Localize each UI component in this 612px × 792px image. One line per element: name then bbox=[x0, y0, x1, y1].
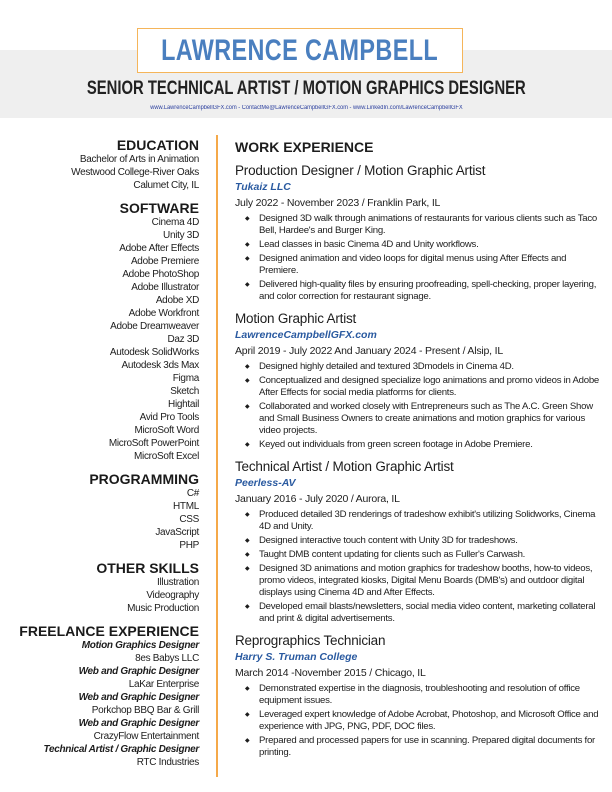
left-column bbox=[4, 137, 199, 769]
job-bullet: ◆ Designed highly detailed and textured 3Dmodels in Cinema 4D. bbox=[245, 361, 600, 373]
job-bullet: ◆ Produced detailed 3D renderings of tradeshow exhibit's utilizing Solidworks, Cinema 4D and Unity. bbox=[245, 509, 600, 533]
education-item: Calumet City, IL bbox=[133, 180, 199, 191]
job-bullet: ◆ Delivered high-quality files by ensuring proofreading, spell-checking, proper layering, and color correction for restaurant signage. bbox=[245, 279, 600, 303]
job-entry bbox=[235, 163, 600, 303]
job-bullet: ◆ Lead classes in basic Cinema 4D and Unity workflows. bbox=[245, 239, 600, 251]
name-box bbox=[137, 28, 463, 73]
software-item: Adobe Workfront bbox=[128, 308, 199, 319]
programming-item: C# bbox=[186, 488, 199, 499]
education-list bbox=[4, 153, 199, 192]
software-item: Adobe XD bbox=[155, 295, 199, 306]
other-skills-list bbox=[4, 576, 199, 615]
job-bullet: ◆ Keyed out individuals from green screen footage in Adobe Premiere. bbox=[245, 439, 600, 451]
company-name: Peerless-AV bbox=[235, 477, 296, 489]
software-item: Adobe PhotoShop bbox=[122, 269, 199, 280]
education-item: Bachelor of Arts in Animation bbox=[79, 154, 199, 165]
freelance-heading: FREELANCE EXPERIENCE bbox=[19, 623, 199, 639]
job-bullet: ◆ Prepared and processed papers for use in scanning. Prepared digital documents for printing. bbox=[245, 735, 600, 759]
software-item: Adobe Illustrator bbox=[131, 282, 199, 293]
freelance-company: CrazyFlow Entertainment bbox=[93, 731, 199, 742]
job-bullet: ◆ Leveraged expert knowledge of Adobe Acrobat, Photoshop, and Microsoft Office and experience with JPG, PNG, PDF, DOC files. bbox=[245, 709, 600, 733]
software-item: Hightail bbox=[168, 399, 199, 410]
programming-heading: PROGRAMMING bbox=[89, 471, 199, 487]
freelance-role: Web and Graphic Designer bbox=[78, 718, 199, 729]
software-item: Autodesk 3ds Max bbox=[121, 360, 199, 371]
job-bullet: ◆ Designed 3D animations and motion graphics for tradeshow booths, how-to videos, promo videos, integrated kiosks, Digital Menu Boards (DMB's) and outdoor digital displays using Cinema 4D and After Effects. bbox=[245, 563, 600, 599]
software-section bbox=[4, 200, 199, 463]
freelance-company: LaKar Enterprise bbox=[128, 679, 199, 690]
job-title: Motion Graphic Artist bbox=[235, 311, 357, 326]
freelance-role: Web and Graphic Designer bbox=[78, 692, 199, 703]
freelance-section bbox=[4, 623, 199, 769]
job-bullets bbox=[245, 683, 600, 759]
freelance-company: 8es Babys LLC bbox=[135, 653, 199, 664]
programming-item: PHP bbox=[179, 540, 199, 551]
work-experience-section bbox=[235, 139, 600, 759]
job-bullet: ◆ Demonstrated expertise in the diagnosis, troubleshooting and resolution of office equipment issues. bbox=[245, 683, 600, 707]
job-list bbox=[235, 163, 600, 759]
job-bullet: ◆ Collaborated and worked closely with Entrepreneurs such as The A.C. Green Show and Small Business Owners to create animations and motion graphics for various video projects. bbox=[245, 401, 600, 437]
job-dates-location: March 2014 -November 2015 / Chicago, IL bbox=[235, 667, 426, 679]
software-item: Adobe Premiere bbox=[130, 256, 199, 267]
programming-item: HTML bbox=[172, 501, 199, 512]
other-skills-heading: OTHER SKILLS bbox=[96, 560, 199, 576]
job-bullet: ◆ Conceptualized and designed specialize logo animations and promo videos in Adobe After Effects for social media platforms for clients. bbox=[245, 375, 600, 399]
freelance-company: RTC Industries bbox=[136, 757, 199, 768]
job-entry bbox=[235, 311, 600, 451]
job-entry bbox=[235, 633, 600, 759]
job-bullets bbox=[245, 213, 600, 303]
software-item: Figma bbox=[172, 373, 199, 384]
company-name: Tukaiz LLC bbox=[235, 181, 291, 193]
other-skills-item: Illustration bbox=[157, 577, 199, 588]
job-title: Technical Artist / Motion Graphic Artist bbox=[235, 459, 454, 474]
software-item: Daz 3D bbox=[167, 334, 199, 345]
professional-title-text: SENIOR TECHNICAL ARTIST / MOTION GRAPHICS DESIGNER bbox=[86, 78, 526, 99]
other-skills-item: Videography bbox=[146, 590, 199, 601]
other-skills-section bbox=[4, 560, 199, 615]
column-divider bbox=[216, 135, 218, 777]
company-name: LawrenceCampbellGFX.com bbox=[235, 329, 377, 341]
software-item: MicroSoft Word bbox=[134, 425, 199, 436]
contact-links-text[interactable]: www.LawrenceCampbellGFX.com - ContactMe@LawrenceCampbellGFX.com - www.LinkedIn.com/LawrenceCampbellGFX bbox=[149, 105, 463, 111]
software-item: MicroSoft Excel bbox=[134, 451, 199, 462]
freelance-role: Motion Graphics Designer bbox=[81, 640, 199, 651]
professional-title bbox=[0, 78, 612, 100]
freelance-role: Web and Graphic Designer bbox=[78, 666, 199, 677]
other-skills-item: Music Production bbox=[127, 603, 199, 614]
education-item: Westwood College-River Oaks bbox=[71, 167, 199, 178]
job-dates-location: January 2016 - July 2020 / Aurora, IL bbox=[235, 493, 400, 505]
contact-links[interactable] bbox=[0, 104, 612, 112]
freelance-role: Technical Artist / Graphic Designer bbox=[43, 744, 199, 755]
programming-item: JavaScript bbox=[155, 527, 199, 538]
software-item: Cinema 4D bbox=[151, 217, 199, 228]
software-heading: SOFTWARE bbox=[119, 200, 199, 216]
software-item: Adobe After Effects bbox=[119, 243, 199, 254]
software-list bbox=[4, 216, 199, 463]
job-dates-location: April 2019 - July 2022 And January 2024 - Present / Alsip, IL bbox=[235, 345, 503, 357]
software-item: Unity 3D bbox=[163, 230, 199, 241]
job-bullet: ◆ Developed email blasts/newsletters, social media video content, marketing collateral and print & digital advertisements. bbox=[245, 601, 600, 625]
job-bullets bbox=[245, 509, 600, 625]
job-bullet: ◆ Designed 3D walk through animations of restaurants for various clients such as Taco Bell, Hardee's and Burger King. bbox=[245, 213, 600, 237]
education-heading: EDUCATION bbox=[116, 137, 199, 153]
freelance-company: Porkchop BBQ Bar & Grill bbox=[91, 705, 199, 716]
software-item: Adobe Dreamweaver bbox=[110, 321, 199, 332]
job-bullet: ◆ Designed animation and video loops for digital menus using After Effects and Premiere. bbox=[245, 253, 600, 277]
candidate-name: LAWRENCE CAMPBELL bbox=[161, 33, 439, 67]
job-bullet: ◆ Designed interactive touch content with Unity 3D for tradeshows. bbox=[245, 535, 600, 547]
freelance-list bbox=[4, 639, 199, 769]
programming-item: CSS bbox=[179, 514, 199, 525]
job-title: Production Designer / Motion Graphic Artist bbox=[235, 163, 486, 178]
job-title: Reprographics Technician bbox=[235, 633, 386, 648]
software-item: Autodesk SolidWorks bbox=[109, 347, 199, 358]
job-bullets bbox=[245, 361, 600, 451]
company-name: Harry S. Truman College bbox=[235, 651, 358, 663]
work-experience-heading: WORK EXPERIENCE bbox=[235, 139, 374, 155]
software-item: Sketch bbox=[170, 386, 199, 397]
software-item: MicroSoft PowerPoint bbox=[108, 438, 199, 449]
programming-section bbox=[4, 471, 199, 552]
job-dates-location: July 2022 - November 2023 / Franklin Park, IL bbox=[235, 197, 441, 209]
job-bullet: ◆ Taught DMB content updating for clients such as Fuller's Carwash. bbox=[245, 549, 600, 561]
job-entry bbox=[235, 459, 600, 625]
education-section bbox=[4, 137, 199, 192]
programming-list bbox=[4, 487, 199, 552]
software-item: Avid Pro Tools bbox=[139, 412, 199, 423]
